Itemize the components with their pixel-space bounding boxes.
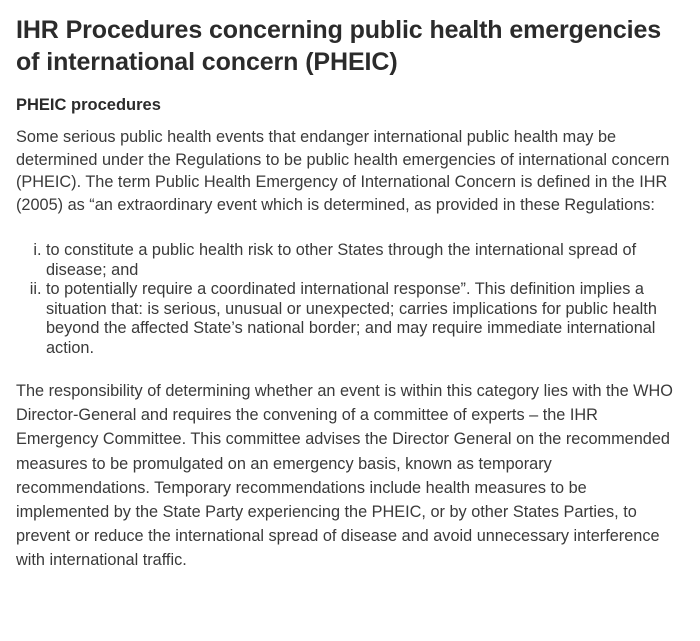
list-item: ii. to potentially require a coordinated international response”. This definition implies a situation that: is serious, unusual or unexpected; carries implications for public health beyond the affected State’s national border; and may require immediate international action.: [46, 280, 684, 358]
page-title: IHR Procedures concerning public health emergencies of international concern (PHEIC): [16, 16, 662, 76]
intro-paragraph: Some serious public health events that endanger international public health may be determined under the Regulations to be public health emergencies of international concern (PHEIC). The term Public Health Emergency of International Concern is defined in the IHR (2005) as “an extraordinary event which is determined, as provided in these Regulations:: [16, 128, 670, 214]
section-heading: PHEIC procedures: [16, 96, 161, 114]
closing-paragraph: The responsibility of determining whether an event is within this category lies with the WHO Director-General and requires the convening of a committee of experts – the IHR Emergency Committee. This committee advises the Director General on the recommended measures to be promulgated on an emergency basis, known as temporary recommendations. Temporary recommendations include health measures to be implemented by the State Party experiencing the PHEIC, or by other States Parties, to prevent or reduce the international spread of disease and avoid unnecessary interference with international traffic.: [16, 382, 673, 570]
list-item: i. to constitute a public health risk to other States through the international spread of disease; and: [46, 241, 684, 280]
definition-list: [16, 241, 684, 358]
